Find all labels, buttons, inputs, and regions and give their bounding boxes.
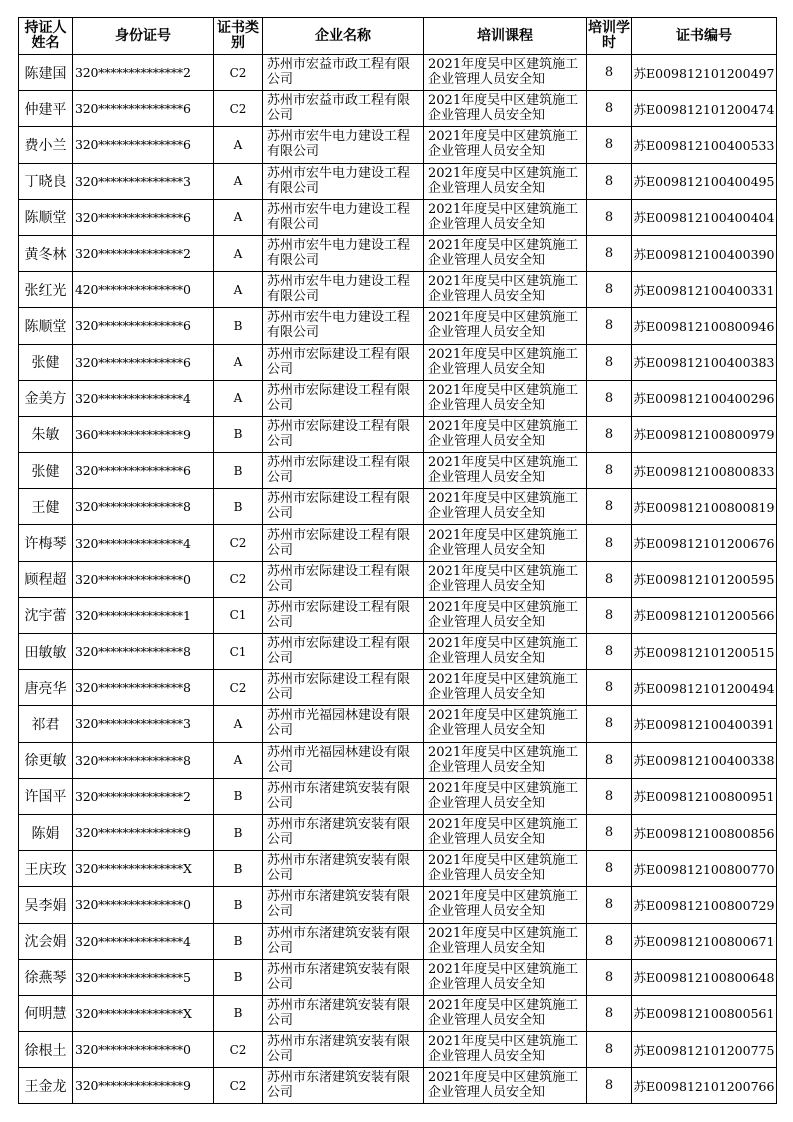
course-cell <box>424 634 587 670</box>
course-cell-text: 2021年度吴中区建筑施工企业管理人员安全知 <box>428 672 579 703</box>
course-cell <box>424 55 587 91</box>
course-cell-text: 2021年度吴中区建筑施工企业管理人员安全知 <box>428 418 579 449</box>
category-cell: B <box>214 995 263 1031</box>
course-cell <box>424 851 587 887</box>
category-cell: A <box>214 235 263 271</box>
course-cell <box>424 670 587 706</box>
course-cell <box>424 272 587 308</box>
course-cell <box>424 1068 587 1104</box>
header-holder: 持证人姓名 <box>19 18 73 55</box>
table-row <box>19 91 777 127</box>
hours-cell: 8 <box>587 272 632 308</box>
category-cell: C1 <box>214 597 263 633</box>
course-cell-text: 2021年度吴中区建筑施工企业管理人员安全知 <box>428 201 579 232</box>
id-number-cell: 360**************9 <box>73 416 214 452</box>
course-cell-text: 2021年度吴中区建筑施工企业管理人员安全知 <box>428 997 579 1028</box>
id-number-cell: 320**************3 <box>73 163 214 199</box>
holder-name-cell: 金美方 <box>19 380 73 416</box>
company-cell-text: 苏州市光福园林建设有限公司 <box>267 708 411 739</box>
id-number-cell: 320**************4 <box>73 923 214 959</box>
course-cell <box>424 814 587 850</box>
hours-cell: 8 <box>587 55 632 91</box>
holder-name-cell: 张红光 <box>19 272 73 308</box>
category-cell: C2 <box>214 561 263 597</box>
company-cell <box>263 416 424 452</box>
company-cell <box>263 778 424 814</box>
course-cell-text: 2021年度吴中区建筑施工企业管理人员安全知 <box>428 310 579 341</box>
company-cell <box>263 199 424 235</box>
id-number-cell: 420**************0 <box>73 272 214 308</box>
hours-cell: 8 <box>587 127 632 163</box>
category-cell: C2 <box>214 55 263 91</box>
company-cell-text: 苏州市宏牛电力建设工程有限公司 <box>267 165 411 196</box>
company-cell <box>263 561 424 597</box>
company-cell <box>263 55 424 91</box>
cert-no-cell: 苏E009812101200566 <box>632 597 777 633</box>
hours-cell: 8 <box>587 778 632 814</box>
table-row <box>19 55 777 91</box>
course-cell-text: 2021年度吴中区建筑施工企业管理人员安全知 <box>428 455 579 486</box>
company-cell <box>263 489 424 525</box>
id-number-cell: 320**************6 <box>73 308 214 344</box>
company-cell-text: 苏州市宏牛电力建设工程有限公司 <box>267 274 411 305</box>
holder-name-cell: 徐更敏 <box>19 742 73 778</box>
hours-cell: 8 <box>587 91 632 127</box>
course-cell <box>424 127 587 163</box>
cert-no-cell: 苏E009812100400390 <box>632 235 777 271</box>
category-cell: A <box>214 163 263 199</box>
holder-name-cell: 仲建平 <box>19 91 73 127</box>
holder-name-cell: 何明慧 <box>19 995 73 1031</box>
course-cell-text: 2021年度吴中区建筑施工企业管理人员安全知 <box>428 346 579 377</box>
hours-cell: 8 <box>587 923 632 959</box>
category-cell: A <box>214 380 263 416</box>
company-cell <box>263 91 424 127</box>
company-cell-text: 苏州市东渚建筑安装有限公司 <box>267 780 411 811</box>
course-cell-text: 2021年度吴中区建筑施工企业管理人员安全知 <box>428 165 579 196</box>
holder-name-cell: 吴李娟 <box>19 887 73 923</box>
course-cell <box>424 525 587 561</box>
table-row <box>19 272 777 308</box>
company-cell-text: 苏州市东渚建筑安装有限公司 <box>267 889 411 920</box>
table-row <box>19 670 777 706</box>
company-cell-text: 苏州市东渚建筑安装有限公司 <box>267 1070 411 1101</box>
company-cell-text: 苏州市光福园林建设有限公司 <box>267 744 411 775</box>
company-cell <box>263 1068 424 1104</box>
cert-no-cell: 苏E009812100800951 <box>632 778 777 814</box>
holder-name-cell: 顾程超 <box>19 561 73 597</box>
company-cell-text: 苏州市宏际建设工程有限公司 <box>267 599 411 630</box>
company-cell-text: 苏州市宏牛电力建设工程有限公司 <box>267 238 411 269</box>
cert-no-cell: 苏E009812100800729 <box>632 887 777 923</box>
hours-cell: 8 <box>587 525 632 561</box>
category-cell: B <box>214 453 263 489</box>
course-cell <box>424 489 587 525</box>
holder-name-cell: 张健 <box>19 453 73 489</box>
table-row <box>19 416 777 452</box>
category-cell: C2 <box>214 670 263 706</box>
hours-cell: 8 <box>587 344 632 380</box>
holder-name-cell: 许梅琴 <box>19 525 73 561</box>
company-cell-text: 苏州市宏际建设工程有限公司 <box>267 636 411 667</box>
course-cell <box>424 706 587 742</box>
course-cell-text: 2021年度吴中区建筑施工企业管理人员安全知 <box>428 527 579 558</box>
course-cell-text: 2021年度吴中区建筑施工企业管理人员安全知 <box>428 780 579 811</box>
table-row <box>19 851 777 887</box>
course-cell-text: 2021年度吴中区建筑施工企业管理人员安全知 <box>428 708 579 739</box>
course-cell <box>424 344 587 380</box>
company-cell-text: 苏州市宏牛电力建设工程有限公司 <box>267 129 411 160</box>
company-cell-text: 苏州市宏益市政工程有限公司 <box>267 57 411 88</box>
header-id-number: 身份证号 <box>73 18 214 55</box>
holder-name-cell: 沈宇蕾 <box>19 597 73 633</box>
course-cell-text: 2021年度吴中区建筑施工企业管理人员安全知 <box>428 1034 579 1065</box>
table-row <box>19 887 777 923</box>
course-cell-text: 2021年度吴中区建筑施工企业管理人员安全知 <box>428 238 579 269</box>
company-cell <box>263 453 424 489</box>
company-cell-text: 苏州市东渚建筑安装有限公司 <box>267 853 411 884</box>
company-cell-text: 苏州市宏际建设工程有限公司 <box>267 418 411 449</box>
cert-no-cell: 苏E009812101200515 <box>632 634 777 670</box>
category-cell: B <box>214 851 263 887</box>
table-row <box>19 453 777 489</box>
hours-cell: 8 <box>587 308 632 344</box>
company-cell <box>263 814 424 850</box>
cert-no-cell: 苏E009812101200494 <box>632 670 777 706</box>
category-cell: A <box>214 272 263 308</box>
cert-no-cell: 苏E009812100400331 <box>632 272 777 308</box>
company-cell <box>263 634 424 670</box>
hours-cell: 8 <box>587 199 632 235</box>
cert-no-cell: 苏E009812101200595 <box>632 561 777 597</box>
id-number-cell: 320**************2 <box>73 778 214 814</box>
category-cell: A <box>214 706 263 742</box>
company-cell <box>263 344 424 380</box>
holder-name-cell: 祁君 <box>19 706 73 742</box>
header-course: 培训课程 <box>424 18 587 55</box>
cert-no-cell: 苏E009812101200497 <box>632 55 777 91</box>
table-row <box>19 344 777 380</box>
company-cell-text: 苏州市宏益市政工程有限公司 <box>267 93 411 124</box>
holder-name-cell: 丁晓良 <box>19 163 73 199</box>
hours-cell: 8 <box>587 1068 632 1104</box>
company-cell <box>263 706 424 742</box>
category-cell: A <box>214 742 263 778</box>
holder-name-cell: 徐根土 <box>19 1032 73 1068</box>
company-cell-text: 苏州市宏际建设工程有限公司 <box>267 527 411 558</box>
table-row <box>19 706 777 742</box>
id-number-cell: 320**************0 <box>73 561 214 597</box>
table-row <box>19 199 777 235</box>
table-row <box>19 380 777 416</box>
company-cell <box>263 851 424 887</box>
table-row <box>19 1068 777 1104</box>
category-cell: A <box>214 344 263 380</box>
cert-no-cell: 苏E009812100400391 <box>632 706 777 742</box>
id-number-cell: 320**************0 <box>73 1032 214 1068</box>
table-row <box>19 1032 777 1068</box>
holder-name-cell: 徐燕琴 <box>19 959 73 995</box>
id-number-cell: 320**************6 <box>73 344 214 380</box>
category-cell: B <box>214 416 263 452</box>
id-number-cell: 320**************2 <box>73 235 214 271</box>
company-cell <box>263 597 424 633</box>
company-cell <box>263 235 424 271</box>
hours-cell: 8 <box>587 959 632 995</box>
company-cell <box>263 742 424 778</box>
course-cell <box>424 995 587 1031</box>
table-row <box>19 634 777 670</box>
table-row <box>19 597 777 633</box>
company-cell-text: 苏州市宏牛电力建设工程有限公司 <box>267 201 411 232</box>
course-cell-text: 2021年度吴中区建筑施工企业管理人员安全知 <box>428 93 579 124</box>
course-cell <box>424 380 587 416</box>
cert-no-cell: 苏E009812100400338 <box>632 742 777 778</box>
cert-no-cell: 苏E009812100800671 <box>632 923 777 959</box>
category-cell: B <box>214 778 263 814</box>
holder-name-cell: 王庆玫 <box>19 851 73 887</box>
hours-cell: 8 <box>587 995 632 1031</box>
category-cell: A <box>214 199 263 235</box>
table-row <box>19 778 777 814</box>
hours-cell: 8 <box>587 163 632 199</box>
course-cell <box>424 561 587 597</box>
category-cell: C2 <box>214 1068 263 1104</box>
company-cell-text: 苏州市东渚建筑安装有限公司 <box>267 961 411 992</box>
holder-name-cell: 王健 <box>19 489 73 525</box>
id-number-cell: 320**************5 <box>73 959 214 995</box>
id-number-cell: 320**************X <box>73 851 214 887</box>
company-cell-text: 苏州市东渚建筑安装有限公司 <box>267 997 411 1028</box>
holder-name-cell: 朱敏 <box>19 416 73 452</box>
table-row <box>19 235 777 271</box>
table-row <box>19 995 777 1031</box>
holder-name-cell: 张健 <box>19 344 73 380</box>
header-cert-no: 证书编号 <box>632 18 777 55</box>
id-number-cell: 320**************6 <box>73 453 214 489</box>
course-cell <box>424 778 587 814</box>
hours-cell: 8 <box>587 670 632 706</box>
table-row <box>19 127 777 163</box>
company-cell <box>263 308 424 344</box>
course-cell <box>424 163 587 199</box>
category-cell: B <box>214 923 263 959</box>
header-hours: 培训学时 <box>587 18 632 55</box>
course-cell-text: 2021年度吴中区建筑施工企业管理人员安全知 <box>428 129 579 160</box>
course-cell <box>424 235 587 271</box>
course-cell <box>424 453 587 489</box>
course-cell-text: 2021年度吴中区建筑施工企业管理人员安全知 <box>428 491 579 522</box>
id-number-cell: 320**************6 <box>73 91 214 127</box>
table-header-row <box>19 18 777 55</box>
table-row <box>19 163 777 199</box>
course-cell-text: 2021年度吴中区建筑施工企业管理人员安全知 <box>428 57 579 88</box>
course-cell <box>424 1032 587 1068</box>
course-cell <box>424 923 587 959</box>
cert-no-cell: 苏E009812100800819 <box>632 489 777 525</box>
header-company: 企业名称 <box>263 18 424 55</box>
holder-name-cell: 陈顺堂 <box>19 199 73 235</box>
course-cell-text: 2021年度吴中区建筑施工企业管理人员安全知 <box>428 853 579 884</box>
id-number-cell: 320**************3 <box>73 706 214 742</box>
company-cell-text: 苏州市宏际建设工程有限公司 <box>267 346 411 377</box>
category-cell: C2 <box>214 525 263 561</box>
hours-cell: 8 <box>587 634 632 670</box>
category-cell: C1 <box>214 634 263 670</box>
company-cell <box>263 1032 424 1068</box>
hours-cell: 8 <box>587 887 632 923</box>
company-cell <box>263 272 424 308</box>
course-cell-text: 2021年度吴中区建筑施工企业管理人员安全知 <box>428 563 579 594</box>
cert-no-cell: 苏E009812101200766 <box>632 1068 777 1104</box>
id-number-cell: 320**************9 <box>73 1068 214 1104</box>
cert-no-cell: 苏E009812101200775 <box>632 1032 777 1068</box>
id-number-cell: 320**************8 <box>73 489 214 525</box>
company-cell-text: 苏州市东渚建筑安装有限公司 <box>267 925 411 956</box>
cert-no-cell: 苏E009812100800856 <box>632 814 777 850</box>
cert-no-cell: 苏E009812101200676 <box>632 525 777 561</box>
holder-name-cell: 许国平 <box>19 778 73 814</box>
company-cell-text: 苏州市宏际建设工程有限公司 <box>267 563 411 594</box>
table-row <box>19 742 777 778</box>
holder-name-cell: 陈顺堂 <box>19 308 73 344</box>
holder-name-cell: 黄冬林 <box>19 235 73 271</box>
company-cell-text: 苏州市宏际建设工程有限公司 <box>267 491 411 522</box>
course-cell <box>424 959 587 995</box>
hours-cell: 8 <box>587 1032 632 1068</box>
company-cell <box>263 995 424 1031</box>
id-number-cell: 320**************8 <box>73 634 214 670</box>
table-row <box>19 561 777 597</box>
hours-cell: 8 <box>587 380 632 416</box>
course-cell-text: 2021年度吴中区建筑施工企业管理人员安全知 <box>428 1070 579 1101</box>
table-row <box>19 923 777 959</box>
course-cell <box>424 199 587 235</box>
company-cell <box>263 923 424 959</box>
company-cell-text: 苏州市宏牛电力建设工程有限公司 <box>267 310 411 341</box>
company-cell <box>263 163 424 199</box>
company-cell-text: 苏州市宏际建设工程有限公司 <box>267 672 411 703</box>
company-cell-text: 苏州市东渚建筑安装有限公司 <box>267 1034 411 1065</box>
course-cell-text: 2021年度吴中区建筑施工企业管理人员安全知 <box>428 744 579 775</box>
table-row <box>19 308 777 344</box>
hours-cell: 8 <box>587 742 632 778</box>
header-category: 证书类别 <box>214 18 263 55</box>
category-cell: C2 <box>214 1032 263 1068</box>
course-cell <box>424 91 587 127</box>
id-number-cell: 320**************X <box>73 995 214 1031</box>
cert-no-cell: 苏E009812100800946 <box>632 308 777 344</box>
table-row <box>19 814 777 850</box>
id-number-cell: 320**************6 <box>73 199 214 235</box>
hours-cell: 8 <box>587 561 632 597</box>
holder-name-cell: 唐亮华 <box>19 670 73 706</box>
holder-name-cell: 王金龙 <box>19 1068 73 1104</box>
company-cell <box>263 525 424 561</box>
category-cell: B <box>214 959 263 995</box>
cert-no-cell: 苏E009812100400404 <box>632 199 777 235</box>
cert-no-cell: 苏E009812100800770 <box>632 851 777 887</box>
category-cell: A <box>214 127 263 163</box>
course-cell-text: 2021年度吴中区建筑施工企业管理人员安全知 <box>428 889 579 920</box>
id-number-cell: 320**************6 <box>73 127 214 163</box>
id-number-cell: 320**************4 <box>73 380 214 416</box>
cert-no-cell: 苏E009812100400296 <box>632 380 777 416</box>
table-row <box>19 525 777 561</box>
course-cell-text: 2021年度吴中区建筑施工企业管理人员安全知 <box>428 925 579 956</box>
company-cell <box>263 959 424 995</box>
holder-name-cell: 沈会娟 <box>19 923 73 959</box>
id-number-cell: 320**************2 <box>73 55 214 91</box>
company-cell-text: 苏州市宏际建设工程有限公司 <box>267 455 411 486</box>
cert-no-cell: 苏E009812100800833 <box>632 453 777 489</box>
hours-cell: 8 <box>587 814 632 850</box>
cert-no-cell: 苏E009812100800979 <box>632 416 777 452</box>
hours-cell: 8 <box>587 706 632 742</box>
id-number-cell: 320**************1 <box>73 597 214 633</box>
holder-name-cell: 陈娟 <box>19 814 73 850</box>
hours-cell: 8 <box>587 851 632 887</box>
course-cell <box>424 742 587 778</box>
certificate-table <box>18 17 777 1104</box>
holder-name-cell: 费小兰 <box>19 127 73 163</box>
cert-no-cell: 苏E009812100800561 <box>632 995 777 1031</box>
cert-no-cell: 苏E009812101200474 <box>632 91 777 127</box>
course-cell-text: 2021年度吴中区建筑施工企业管理人员安全知 <box>428 817 579 848</box>
course-cell-text: 2021年度吴中区建筑施工企业管理人员安全知 <box>428 274 579 305</box>
company-cell-text: 苏州市东渚建筑安装有限公司 <box>267 817 411 848</box>
hours-cell: 8 <box>587 235 632 271</box>
course-cell <box>424 597 587 633</box>
category-cell: B <box>214 308 263 344</box>
category-cell: C2 <box>214 91 263 127</box>
category-cell: B <box>214 887 263 923</box>
course-cell <box>424 887 587 923</box>
holder-name-cell: 陈建国 <box>19 55 73 91</box>
id-number-cell: 320**************9 <box>73 814 214 850</box>
cert-no-cell: 苏E009812100400495 <box>632 163 777 199</box>
id-number-cell: 320**************8 <box>73 742 214 778</box>
course-cell <box>424 308 587 344</box>
holder-name-cell: 田敏敏 <box>19 634 73 670</box>
table-row <box>19 489 777 525</box>
company-cell <box>263 127 424 163</box>
category-cell: B <box>214 489 263 525</box>
id-number-cell: 320**************4 <box>73 525 214 561</box>
cert-no-cell: 苏E009812100800648 <box>632 959 777 995</box>
cert-no-cell: 苏E009812100400383 <box>632 344 777 380</box>
table-row <box>19 959 777 995</box>
hours-cell: 8 <box>587 597 632 633</box>
course-cell-text: 2021年度吴中区建筑施工企业管理人员安全知 <box>428 382 579 413</box>
hours-cell: 8 <box>587 416 632 452</box>
course-cell-text: 2021年度吴中区建筑施工企业管理人员安全知 <box>428 961 579 992</box>
course-cell-text: 2021年度吴中区建筑施工企业管理人员安全知 <box>428 636 579 667</box>
company-cell <box>263 380 424 416</box>
company-cell-text: 苏州市宏际建设工程有限公司 <box>267 382 411 413</box>
category-cell: B <box>214 814 263 850</box>
cert-no-cell: 苏E009812100400533 <box>632 127 777 163</box>
id-number-cell: 320**************8 <box>73 670 214 706</box>
course-cell-text: 2021年度吴中区建筑施工企业管理人员安全知 <box>428 599 579 630</box>
company-cell <box>263 887 424 923</box>
id-number-cell: 320**************0 <box>73 887 214 923</box>
company-cell <box>263 670 424 706</box>
hours-cell: 8 <box>587 453 632 489</box>
course-cell <box>424 416 587 452</box>
hours-cell: 8 <box>587 489 632 525</box>
